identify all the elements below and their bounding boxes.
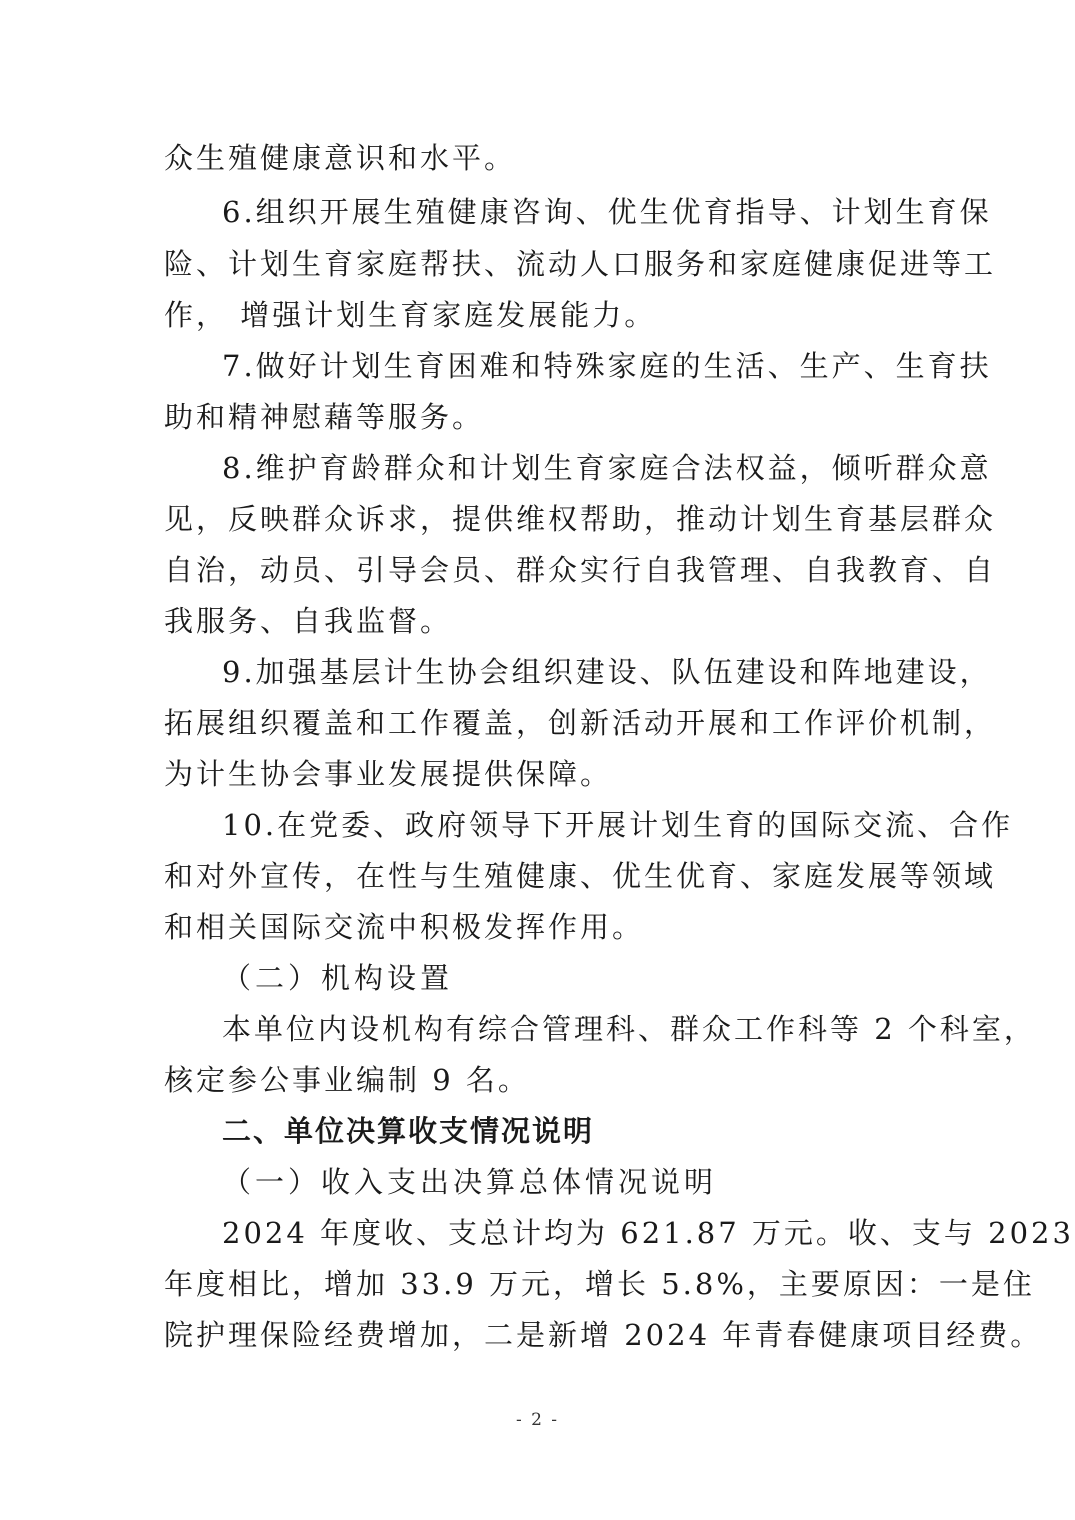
paragraph-line: 我服务、自我监督。	[164, 604, 453, 638]
paragraph-line: 本单位内设机构有综合管理科、群众工作科等 2 个科室，	[222, 1012, 1036, 1046]
paragraph-line: 2024 年度收、支总计均为 621.87 万元。收、支与 2023	[222, 1216, 1074, 1250]
paragraph-line: 和对外宣传，在性与生殖健康、优生优育、家庭发展等领域	[164, 859, 997, 893]
paragraph-line: 7.做好计划生育困难和特殊家庭的生活、生产、生育扶	[222, 349, 992, 383]
page-number: - 2 -	[515, 1410, 560, 1430]
paragraph-line: 6.组织开展生殖健康咨询、优生优育指导、计划生育保	[222, 195, 992, 229]
paragraph-line: 拓展组织覆盖和工作覆盖，创新活动开展和工作评价机制，	[164, 706, 997, 740]
paragraph-line: 助和精神慰藉等服务。	[164, 400, 485, 434]
section-subheading: （二）机构设置	[222, 961, 454, 995]
paragraph-line: 9.加强基层计生协会组织建设、队伍建设和阵地建设，	[222, 655, 992, 689]
paragraph-line: 年度相比，增加 33.9 万元，增长 5.8%，主要原因：一是住	[164, 1267, 1035, 1301]
paragraph-line: 核定参公事业编制 9 名。	[164, 1063, 530, 1097]
paragraph-line: 8.维护育龄群众和计划生育家庭合法权益，倾听群众意	[222, 451, 992, 485]
paragraph-line: 和相关国际交流中积极发挥作用。	[164, 910, 645, 944]
paragraph-line: 险、计划生育家庭帮扶、流动人口服务和家庭健康促进等工	[164, 247, 997, 281]
section-heading: 二、单位决算收支情况说明	[222, 1114, 595, 1148]
paragraph-line: 众生殖健康意识和水平。	[164, 141, 517, 175]
paragraph-line: 作， 增强计划生育家庭发展能力。	[164, 298, 657, 332]
paragraph-line: 自治，动员、引导会员、群众实行自我管理、自我教育、自	[164, 553, 997, 587]
paragraph-line: 见，反映群众诉求，提供维权帮助，推动计划生育基层群众	[164, 502, 997, 536]
section-subheading: （一）收入支出决算总体情况说明	[222, 1165, 718, 1199]
paragraph-line: 院护理保险经费增加，二是新增 2024 年青春健康项目经费。	[164, 1318, 1043, 1352]
paragraph-line: 10.在党委、政府领导下开展计划生育的国际交流、合作	[222, 808, 1014, 842]
paragraph-line: 为计生协会事业发展提供保障。	[164, 757, 613, 791]
